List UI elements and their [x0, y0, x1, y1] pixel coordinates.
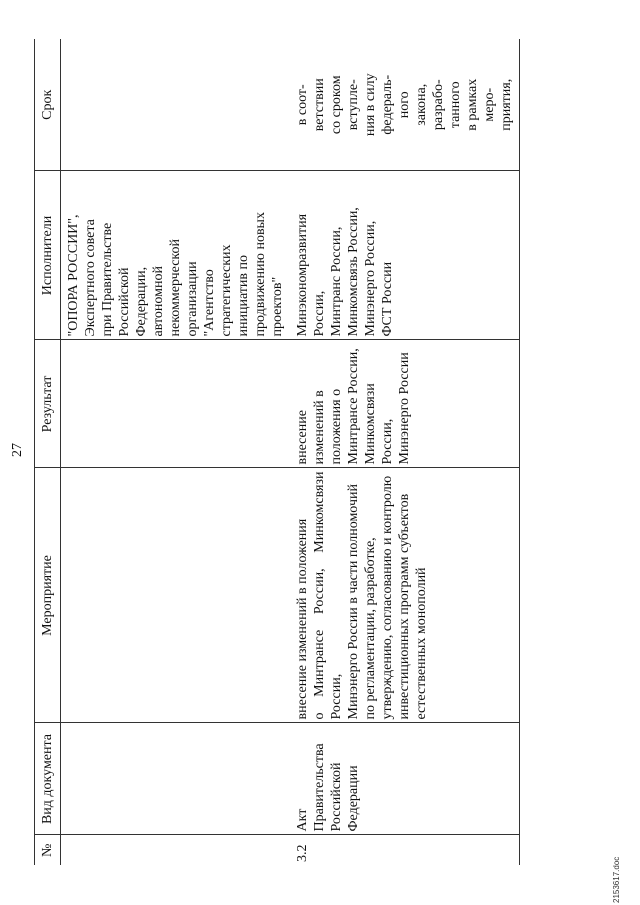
header-result: Результат	[35, 340, 61, 468]
cell-executors: Минэкономразвития России, Минтранс России, Минкомсвязь России, Минэнерго России, ФСТ России	[290, 171, 520, 340]
cell-result: внесение изменений в положения о Минтрансе России, Минкомсвязи России, Минэнерго России	[290, 340, 520, 468]
header-num: №	[35, 835, 61, 865]
cell-activity	[61, 468, 291, 723]
cell-doc-type	[61, 723, 291, 835]
cell-doc-type: Акт Правительства Российской Федерации	[290, 723, 520, 835]
header-executors: Исполнители	[35, 171, 61, 340]
cell-num	[61, 835, 291, 865]
cell-term: в соот- ветствии со сроком вступле- ния в силу федераль- ного закона, разрабо- танного в рамках меро- приятия,	[290, 39, 520, 171]
page-number: 27	[10, 443, 25, 457]
cell-result	[61, 340, 291, 468]
cell-num: 3.2	[295, 844, 310, 862]
header-doc-type: Вид документа	[35, 723, 61, 835]
document-id: 2153617.doc	[612, 856, 621, 903]
cell-activity: внесение изменений в положения о Минтрансе России, Минкомсвязи России, Минэнерго России в части полномочий по регламентации, разработке, утверждению, согласованию и контролю инвестиционных программ субъектов естественных монополий	[290, 468, 520, 723]
table-row	[61, 39, 291, 865]
table-header-row	[35, 39, 61, 865]
action-plan-table	[34, 39, 520, 865]
cell-term	[61, 39, 291, 171]
header-term: Срок	[35, 39, 61, 171]
table-row	[290, 39, 520, 865]
header-activity: Мероприятие	[35, 468, 61, 723]
cell-executors: "ОПОРА РОССИИ", Экспертного совета при Правительстве Российской Федерации, автономной некоммерческой организации "Агентство стратегических инициатив по продвижению новых проектов"	[61, 171, 291, 340]
